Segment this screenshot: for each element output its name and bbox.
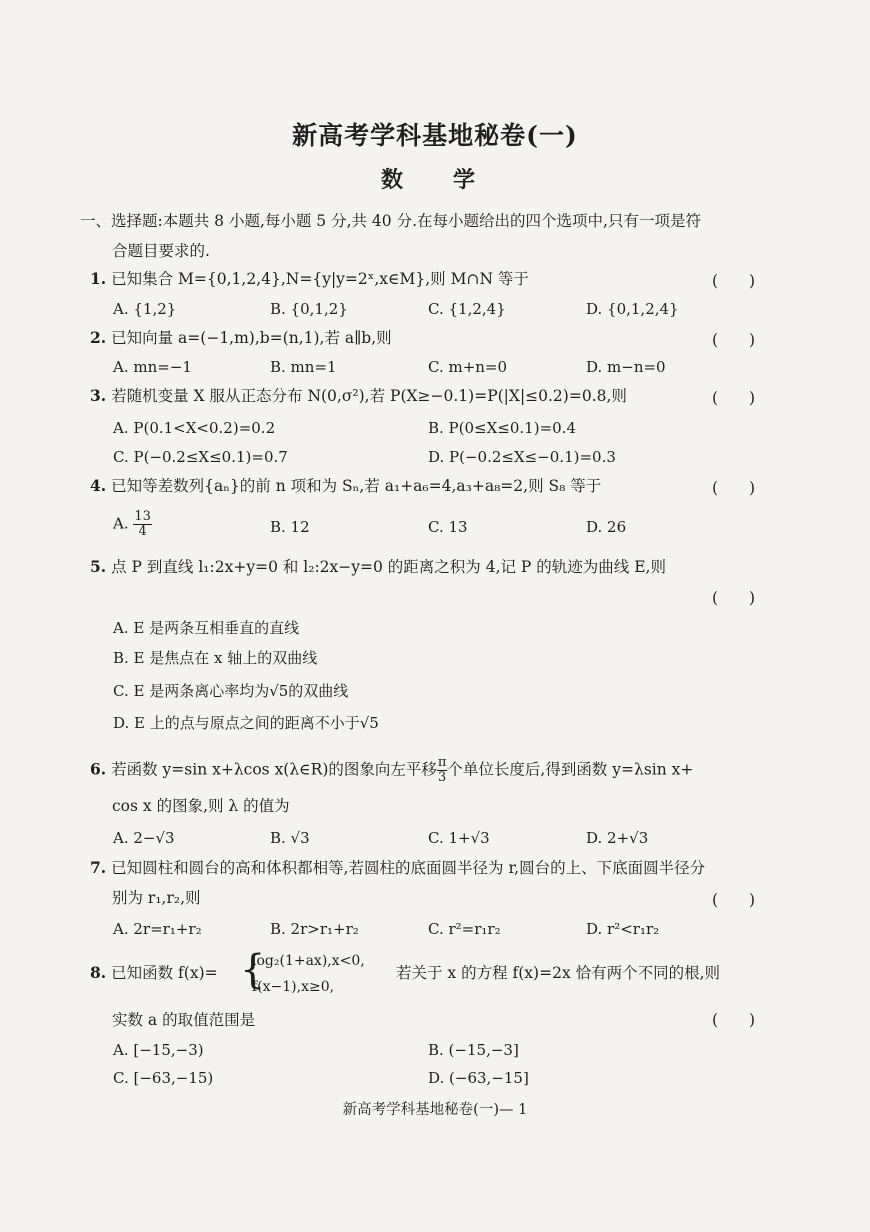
option-a[interactable]: A. mn=−1	[113, 358, 192, 376]
option-d[interactable]: D. {0,1,2,4}	[586, 300, 679, 318]
option-d[interactable]: D. 2+√3	[586, 829, 649, 847]
question-stem-part-a: 若函数 y=sin x+λcos x(λ∈R)的图象向左平移	[111, 760, 437, 779]
option-b[interactable]: B. {0,1,2}	[270, 300, 348, 318]
piecewise-case-2: f(x−1),x≥0,	[252, 979, 335, 995]
question-stem-part-a: 已知函数 f(x)=	[111, 964, 218, 982]
question-number: 5.	[90, 557, 107, 576]
question-stem-part-b: 个单位长度后,得到函数 y=λsin x+	[447, 760, 694, 779]
option-a[interactable]: A. {1,2}	[113, 300, 177, 318]
subject-heading: 数 学	[380, 167, 489, 193]
answer-blank[interactable]: ( )	[712, 479, 756, 497]
question-number: 7.	[90, 858, 107, 877]
section-instructions-line2: 合题目要求的.	[112, 242, 210, 260]
option-a[interactable]: A. P(0.1<X<0.2)=0.2	[113, 419, 276, 437]
question-number: 1.	[90, 269, 107, 288]
option-b[interactable]: B. E 是焦点在 x 轴上的双曲线	[113, 649, 318, 667]
fraction-numerator: 13	[134, 509, 151, 524]
question-stem: 已知向量 a=(−1,m),b=(n,1),若 a∥b,则	[111, 329, 392, 347]
option-b[interactable]: B. 2r>r₁+r₂	[270, 920, 359, 938]
option-b[interactable]: B. P(0≤X≤0.1)=0.4	[428, 419, 576, 437]
option-c[interactable]: C. 13	[428, 518, 468, 536]
question-stem: 已知圆柱和圆台的高和体积都相等,若圆柱的底面圆半径为 r,圆台的上、下底面圆半径分	[111, 859, 706, 877]
question-stem: 若随机变量 X 服从正态分布 N(0,σ²),若 P(X≥−0.1)=P(|X|≤0.2)=0.8,则	[111, 387, 627, 405]
question-5	[90, 557, 666, 577]
question-stem-line2: 别为 r₁,r₂,则	[112, 889, 201, 907]
question-1	[90, 269, 529, 289]
option-d[interactable]: D. 26	[586, 518, 627, 536]
option-a[interactable]: A. E 是两条互相垂直的直线	[113, 619, 300, 637]
option-c[interactable]: C. {1,2,4}	[428, 300, 506, 318]
option-a[interactable]	[113, 510, 152, 539]
option-a[interactable]: A. 2r=r₁+r₂	[113, 920, 202, 938]
question-number: 6.	[90, 759, 107, 779]
section-instructions-line1: 一、选择题:本题共 8 小题,每小题 5 分,共 40 分.在每小题给出的四个选项中,只有一项是符	[80, 212, 701, 230]
option-a[interactable]: A. 2−√3	[113, 829, 175, 847]
option-b[interactable]: B. mn=1	[270, 358, 337, 376]
piecewise-brace: {	[240, 947, 266, 993]
option-label: A.	[113, 514, 129, 533]
option-c[interactable]: C. 1+√3	[428, 829, 490, 847]
fraction-denominator: 3	[438, 770, 447, 785]
question-7	[90, 858, 705, 878]
option-c[interactable]: C. m+n=0	[428, 358, 508, 376]
question-6	[90, 756, 693, 785]
answer-blank[interactable]: ( )	[712, 331, 756, 349]
answer-blank[interactable]: ( )	[712, 1011, 756, 1029]
question-number: 3.	[90, 386, 107, 405]
option-a[interactable]: A. [−15,−3)	[113, 1041, 204, 1059]
page-footer: 新高考学科基地秘卷(一)— 1	[342, 1102, 528, 1118]
page-title: 新高考学科基地秘卷(一)	[292, 121, 578, 150]
option-c[interactable]: C. r²=r₁r₂	[428, 920, 501, 938]
option-d[interactable]: D. E 上的点与原点之间的距离不小于√5	[113, 714, 379, 732]
piecewise-case-1: log₂(1+ax),x<0,	[252, 953, 365, 969]
question-number: 2.	[90, 328, 107, 347]
question-stem-part-c: cos x 的图象,则 λ 的值为	[112, 797, 290, 815]
option-d[interactable]: D. (−63,−15]	[428, 1069, 529, 1087]
option-c[interactable]: C. [−63,−15)	[113, 1069, 214, 1087]
fraction	[437, 756, 448, 785]
option-c[interactable]: C. P(−0.2≤X≤0.1)=0.7	[113, 448, 288, 466]
option-d[interactable]: D. r²<r₁r₂	[586, 920, 660, 938]
answer-blank[interactable]: ( )	[712, 891, 756, 909]
answer-blank[interactable]: ( )	[712, 389, 756, 407]
answer-blank[interactable]: ( )	[712, 272, 756, 290]
question-3	[90, 386, 627, 406]
answer-blank[interactable]: ( )	[712, 589, 756, 607]
fraction-denominator: 4	[138, 524, 147, 539]
question-stem-part-c: 实数 a 的取值范围是	[112, 1011, 256, 1029]
option-b[interactable]: B. (−15,−3]	[428, 1041, 519, 1059]
question-4	[90, 476, 601, 496]
option-d[interactable]: D. m−n=0	[586, 358, 666, 376]
question-8	[90, 963, 218, 983]
question-number: 8.	[90, 963, 107, 982]
option-b[interactable]: B. √3	[270, 829, 310, 847]
question-stem: 已知等差数列{aₙ}的前 n 项和为 Sₙ,若 a₁+a₆=4,a₃+a₈=2,则 S₈ 等于	[111, 477, 602, 495]
question-stem: 点 P 到直线 l₁:2x+y=0 和 l₂:2x−y=0 的距离之积为 4,记 P 的轨迹为曲线 E,则	[111, 558, 666, 576]
option-c[interactable]: C. E 是两条离心率均为√5的双曲线	[113, 682, 349, 700]
option-d[interactable]: D. P(−0.2≤X≤−0.1)=0.3	[428, 448, 616, 466]
fraction	[133, 510, 152, 539]
question-2	[90, 328, 392, 348]
question-stem-part-b: 若关于 x 的方程 f(x)=2x 恰有两个不同的根,则	[396, 964, 721, 982]
option-b[interactable]: B. 12	[270, 518, 310, 536]
question-stem: 已知集合 M={0,1,2,4},N={y|y=2ˣ,x∈M},则 M∩N 等于	[111, 270, 529, 288]
fraction-numerator: π	[437, 755, 447, 770]
question-number: 4.	[90, 476, 107, 495]
